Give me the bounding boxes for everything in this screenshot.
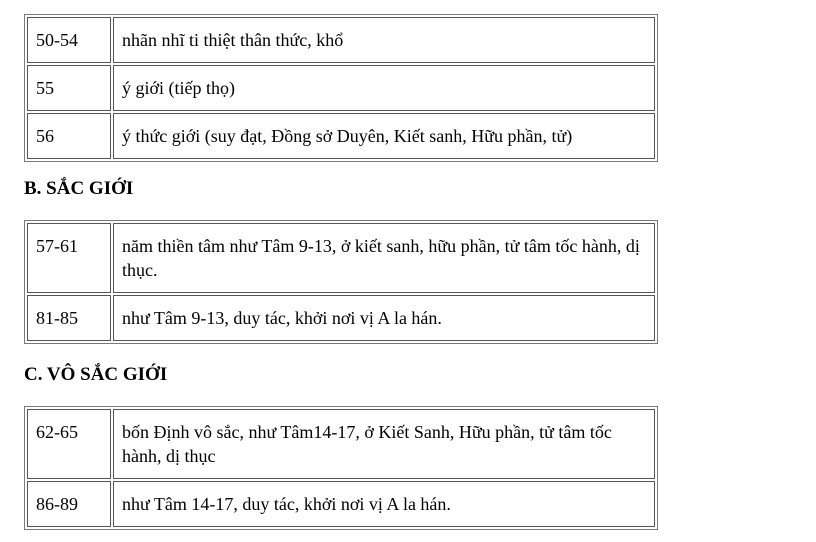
table-row	[27, 409, 655, 479]
section-heading: B. SẮC GIỚI	[24, 178, 134, 199]
table-row	[27, 223, 655, 293]
table-row	[27, 295, 655, 341]
table-row	[27, 65, 655, 111]
table-b	[24, 220, 658, 344]
code-cell: 50-54	[27, 17, 111, 63]
code-cell: 56	[27, 113, 111, 159]
code-cell: 55	[27, 65, 111, 111]
description-cell: ý thức giới (suy đạt, Đồng sở Duyên, Kiết sanh, Hữu phần, tử)	[113, 113, 655, 159]
code-cell: 81-85	[27, 295, 111, 341]
table-c	[24, 406, 658, 530]
table-row	[27, 17, 655, 63]
description-cell: nhãn nhĩ ti thiệt thân thức, khổ	[113, 17, 655, 63]
section-heading: C. VÔ SẮC GIỚI	[24, 364, 168, 385]
description-cell: bốn Định vô sắc, như Tâm14-17, ở Kiết Sanh, Hữu phần, tử tâm tốc hành, dị thục	[113, 409, 655, 479]
description-cell: như Tâm 14-17, duy tác, khởi nơi vị A la hán.	[113, 481, 655, 527]
table-row	[27, 113, 655, 159]
code-cell: 86-89	[27, 481, 111, 527]
table-row	[27, 481, 655, 527]
code-cell: 57-61	[27, 223, 111, 293]
description-cell: ý giới (tiếp thọ)	[113, 65, 655, 111]
table-a	[24, 14, 658, 162]
description-cell: như Tâm 9-13, duy tác, khởi nơi vị A la hán.	[113, 295, 655, 341]
description-cell: năm thiền tâm như Tâm 9-13, ở kiết sanh, hữu phần, tử tâm tốc hành, dị thục.	[113, 223, 655, 293]
code-cell: 62-65	[27, 409, 111, 479]
